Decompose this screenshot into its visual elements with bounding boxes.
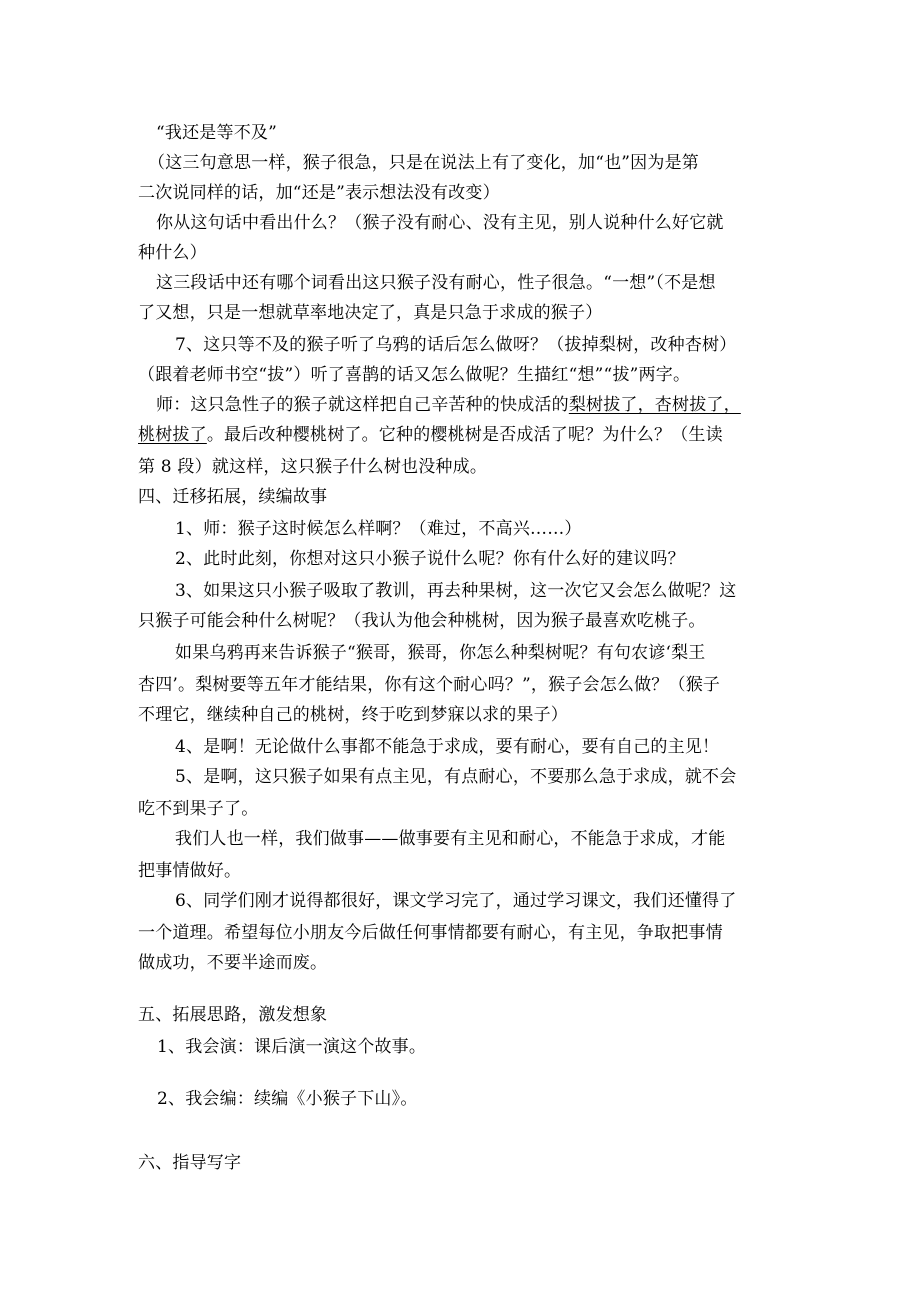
paragraph-line: （跟着老师书空“拔”）听了喜鹊的话又怎么做呢？生描红“想”“拔”两字。 [138, 365, 691, 385]
list-item: 5、是啊，这只猴子如果有点主见，有点耐心，不要那么急于求成，就不会 [175, 767, 737, 787]
paragraph-line: 把事情做好。 [138, 861, 242, 881]
list-item: 1、我会演：课后演一演这个故事。 [157, 1037, 427, 1057]
paragraph-line: 7、这只等不及的猴子听了乌鸦的话后怎么做呀？（拔掉梨树，改种杏树） [175, 335, 737, 355]
paragraph-line: 吃不到果子了。 [138, 799, 259, 819]
paragraph-line: 了又想，只是一想就草率地决定了，真是只急于求成的猴子） [138, 303, 603, 323]
list-item: 2、我会编：续编《小猴子下山》。 [157, 1089, 418, 1109]
section-heading: 五、拓展思路，激发想象 [138, 1005, 328, 1025]
list-item: 6、同学们刚才说得都很好，课文学习完了，通过学习课文，我们还懂得了 [175, 891, 737, 911]
paragraph-line [156, 394, 741, 416]
paragraph-line: 做成功，不要半途而废。 [138, 953, 328, 973]
paragraph-line: 杏四’。梨树要等五年才能结果，你有这个耐心吗？”，猴子会怎么做？（猴子 [138, 675, 721, 695]
paragraph-line [138, 424, 723, 446]
paragraph-line: 只猴子可能会种什么树呢？（我认为他会种桃树，因为猴子最喜欢吃桃子。 [138, 611, 706, 631]
paragraph-line: “我还是等不及” [156, 123, 277, 143]
paragraph-line: 第 8 段）就这样，这只猴子什么树也没种成。 [138, 457, 488, 477]
underlined-text: 桃树拔了 [138, 425, 207, 445]
paragraph-line: 种什么） [138, 243, 207, 263]
text-run: 师：这只急性子的猴子就这样把自己辛苦种的快成活的 [156, 395, 569, 415]
section-heading: 六、指导写字 [138, 1153, 242, 1173]
underlined-text: 梨树拔了，杏树拔了， [568, 395, 741, 415]
section-heading: 四、迁移拓展，续编故事 [138, 487, 328, 507]
paragraph-line: 如果乌鸦再来告诉猴子“猴哥，猴哥，你怎么种梨树呢？有句农谚‘梨王 [175, 643, 706, 663]
paragraph-line: 我们人也一样，我们做事——做事要有主见和耐心，不能急于求成，才能 [175, 829, 726, 849]
list-item: 1、师：猴子这时候怎么样啊？（难过，不高兴……） [175, 519, 582, 539]
list-item: 4、是啊！无论做什么事都不能急于求成，要有耐心，要有自己的主见！ [175, 737, 720, 757]
text-run: 。最后改种樱桃树了。它种的樱桃树是否成活了呢？为什么？（生读 [206, 425, 723, 445]
list-item: 3、如果这只小猴子吸取了教训，再去种果树，这一次它又会怎么做呢？这 [175, 581, 737, 601]
paragraph-line: 你从这句话中看出什么？（猴子没有耐心、没有主见，别人说种什么好它就 [156, 213, 724, 233]
paragraph-line: （这三句意思一样，猴子很急，只是在说法上有了变化，加“也”因为是第 [148, 153, 699, 173]
paragraph-line: 不理它，继续种自己的桃树，终于吃到梦寐以求的果子） [138, 705, 568, 725]
paragraph-line: 二次说同样的话，加“还是”表示想法没有改变） [138, 183, 500, 203]
paragraph-line: 一个道理。希望每位小朋友今后做任何事情都要有耐心，有主见，争取把事情 [138, 923, 723, 943]
paragraph-line: 这三段话中还有哪个词看出这只猴子没有耐心，性子很急。“一想”（不是想 [156, 273, 716, 293]
list-item: 2、此时此刻，你想对这只小猴子说什么呢？你有什么好的建议吗？ [175, 549, 685, 569]
